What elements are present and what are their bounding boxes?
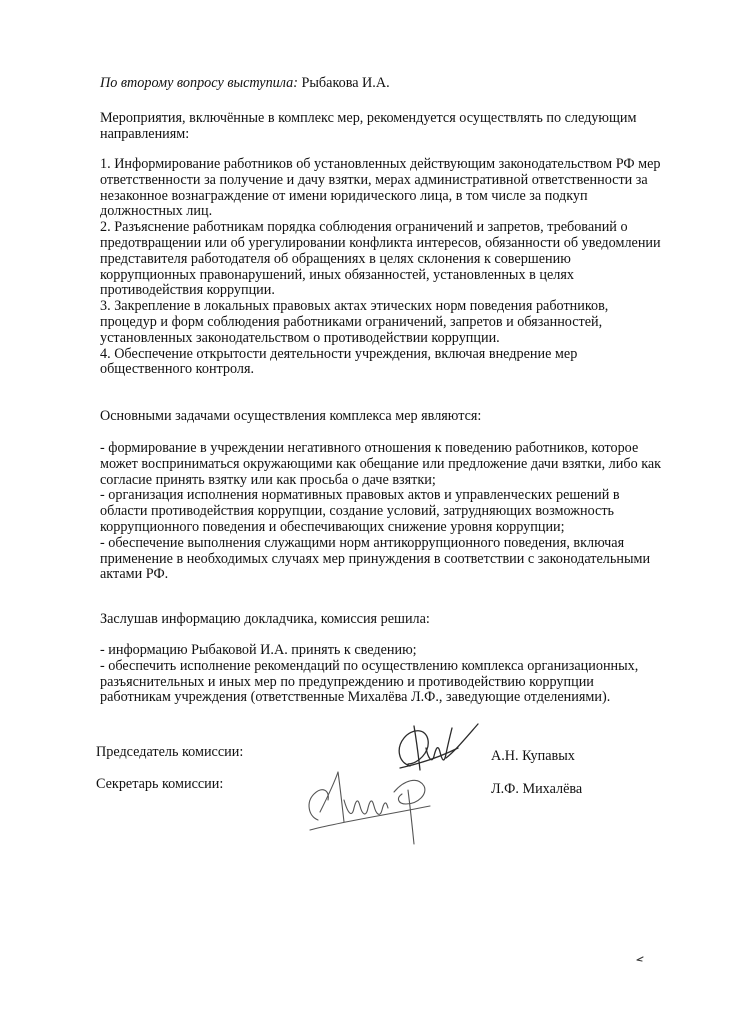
list-item-line: разъяснительных и иных мер по предупреждению и противодействию коррупции (100, 673, 594, 690)
list-item-line: предотвращении или об урегулировании конфликта интересов, обязанности об уведомлении (100, 234, 661, 251)
list-item-line: ответственности за получение и дачу взятки, мерах административной ответственности за (100, 171, 648, 188)
chair-name: А.Н. Купавых (491, 748, 575, 764)
decisions-list (100, 643, 700, 706)
list-item-line: применение в необходимых случаях мер принуждения в соответствии с законодательными (100, 550, 651, 567)
list-item-line: незаконное вознаграждение от имени юридического лица, в том числе за подкуп (100, 187, 588, 204)
list-item-line: представителя работодателя об обращениях в целях склонения к совершению (100, 250, 571, 267)
list-item-line: коррупционных правонарушений, иных обязанностей, установленных в целях (100, 266, 574, 283)
list-item-line: работникам учреждения (ответственные Михалёва Л.Ф., заведующие отделениями). (100, 689, 611, 706)
measures-list (100, 157, 700, 378)
speaker-line (100, 76, 390, 92)
list-item-line: - формирование в учреждении негативного отношения к поведению работников, которое (100, 440, 639, 456)
list-item-line: коррупционного поведения и обеспечивающих снижение уровня коррупции; (100, 518, 565, 535)
list-item-line: общественного контроля. (100, 361, 255, 378)
chair-title: Председатель комиссии: (96, 744, 244, 760)
list-item-line: должностных лиц. (100, 203, 213, 220)
paragraph-line: направлениям: (100, 125, 190, 142)
list-item-line: процедур и форм соблюдения работниками ограничений, запретов и обязанностей, (100, 313, 603, 330)
list-item-line: - организация исполнения нормативных правовых актов и управленческих решений в (100, 487, 620, 504)
list-item-line: - информацию Рыбаковой И.А. принять к сведению; (100, 642, 417, 658)
list-item-line: 3. Закрепление в локальных правовых актах этических норм поведения работников, (100, 298, 609, 315)
tasks-list (100, 441, 700, 583)
list-item-line: 2. Разъяснение работникам порядка соблюдения ограничений и запретов, требований о (100, 219, 628, 236)
list-item-line: 1. Информирование работников об установленных действующим законодательством РФ мер (100, 156, 661, 172)
paragraph-line: Мероприятия, включённые в комплекс мер, рекомендуется осуществлять по следующим (100, 110, 637, 126)
tasks-intro: Основными задачами осуществления комплекса мер являются: (100, 408, 482, 424)
secretary-signature (300, 760, 450, 850)
list-item-line: согласие принять взятку или как просьба о даче взятки; (100, 471, 436, 488)
secretary-name: Л.Ф. Михалёва (491, 781, 583, 797)
list-item-line: - обеспечить исполнение рекомендаций по осуществлению комплекса организационных, (100, 657, 639, 674)
speaker-label: По второму вопросу выступила: (100, 75, 298, 91)
list-item-line: противодействия коррупции. (100, 282, 275, 299)
scan-mark (636, 956, 644, 962)
list-item-line: актами РФ. (100, 566, 169, 583)
secretary-title: Секретарь комиссии: (96, 776, 224, 792)
list-item-line: области противодействия коррупции, создание условий, затрудняющих возможность (100, 503, 614, 520)
measures-intro (100, 111, 700, 143)
list-item-line: - обеспечение выполнения служащими норм антикоррупционного поведения, включая (100, 534, 625, 551)
list-item-line: установленных законодательством о противодействии коррупции. (100, 329, 500, 346)
list-item-line: 4. Обеспечение открытости деятельности учреждения, включая внедрение мер (100, 345, 578, 362)
list-item-line: может восприниматься окружающими как обещание или предложение дачи взятки, либо как (100, 455, 662, 472)
speaker-name: Рыбакова И.А. (301, 75, 390, 91)
decision-intro: Заслушав информацию докладчика, комиссия решила: (100, 611, 430, 627)
